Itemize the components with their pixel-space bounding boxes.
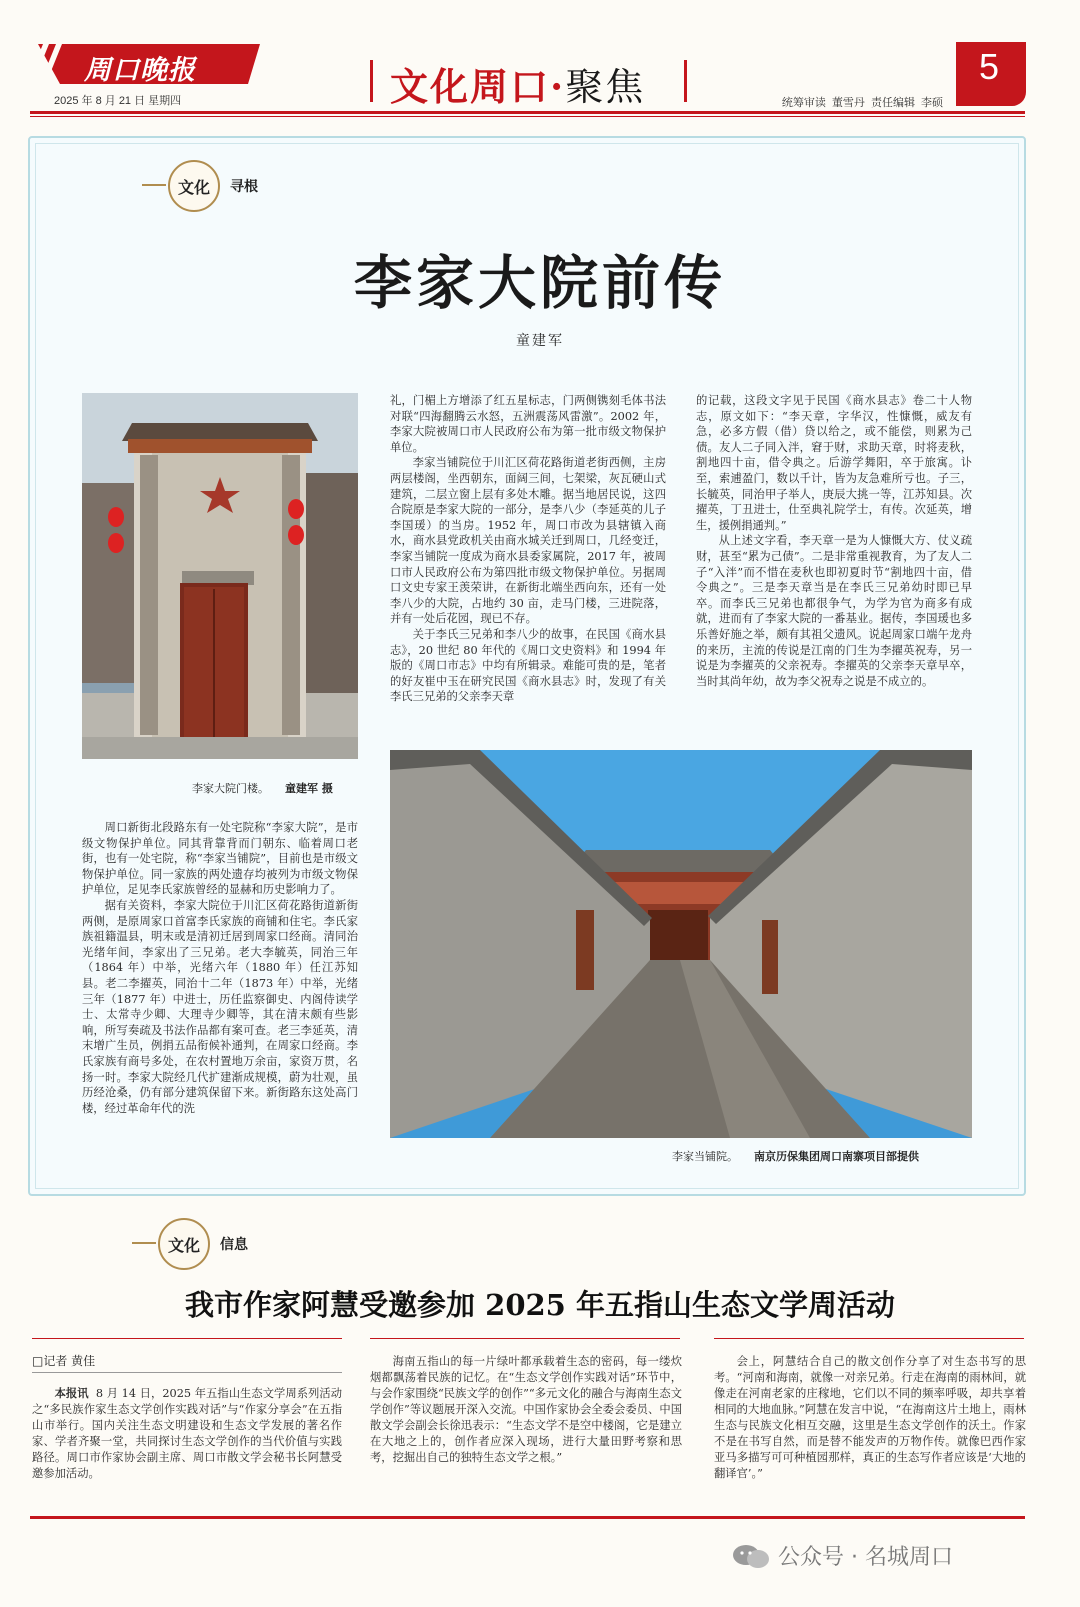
masthead-logo-text: 周口晚报 [84,55,196,86]
feature-column-2 [390,393,666,738]
badge-line [142,184,166,186]
title-bar-right [684,60,687,102]
news-reporter: □记者 黄佳 [32,1354,96,1368]
page-number: 5 [978,46,1000,87]
courtyard-photo-credit: 南京历保集团周口南寨项目部提供 [754,1150,919,1163]
paragraph: 礼，门楣上方增添了红五星标志，门两侧镌刻毛体书法对联“四海翻腾云水怒，五洲震荡风雷激”。2002 年，李家大院被周口市人民政府公布为第一批市级文物保护单位。 [390,394,666,454]
feature-column-3 [696,393,972,738]
paragraph: 李家当铺院位于川汇区荷花路街道老街西侧，主房两层楼阁，坐西朝东，面阔三间，七架梁，灰瓦硬山式建筑，二层立窗上层有多处木雕。据当地居民说，这四合院原是李家大院的一部分，是李八少（李延英的儿子李国瑗）的当房。1952 年，周口市改为县辖镇入商水，商水县党政机关由商水城关迁到周口，几经变迁，李家当铺院一度成为商水县委家属院，2017 年，被周口市人民政府公布为第四批市级文物保护单位。另据周口文史专家王羡荣讲，在新街北端坐西向东，还有一处李八少的大院，占地约 30 亩，走马门楼，三进院落，并有一处后花园，现已不存。 [390,456,666,626]
badge-circle: 文化 [158,1218,210,1270]
watermark-text: 公众号 · 名城周口 [778,1545,953,1570]
paragraph: 关于李氏三兄弟和李八少的故事，在民国《商水县志》，20 世纪 80 年代的《周口文史资料》和 1994 年版的《周口市志》中均有所辑录。难能可贵的是，笔者的好友崔中玉在研究民国《商水县志》时，发现了有关李氏三兄弟的父亲李天章 [390,627,666,704]
news-lead: 本报讯 [54,1387,89,1400]
issue-date: 2025 年 8 月 21 日 星期四 [54,95,182,107]
paragraph: 从上述文字看，李天章一是为人慷慨大方、仗义疏财，甚至“累为己债”。二是非常重视教育，为了友人二子“入泮”而不惜在麦秋也即初夏时节“割地四十亩，借令典之”。三是李天章当是在李氏三兄弟幼时即已早卒。而李氏三兄弟也都很争气，为学为官为商多有成就，进而有了李家大院的一番基业。据传，李国瑗也多乐善好施之举，颇有其祖父遗风。说起周家口端午龙舟的来历，主流的传说是江南的门生为李擢英祝寿，另一说是为李擢英的父亲祝寿。李擢英的父亲李天章早卒，当时其尚年幼，故为李父祝寿之说是不成立的。 [696,534,972,688]
paragraph: 海南五指山的每一片绿叶都承载着生态的密码，每一缕炊烟都飘荡着民族的记忆。在“生态文学创作实践对话”环节中，与会作家围绕“民族文学的创作”“多元文化的融合与海南生态文学创作”等议题展开深入交流。中国作家协会全委会委员、中国散文学会副会长徐迅表示：“生态文学不是空中楼阁，它是建立在大地之上的，创作者应深入现场，进行大量田野考察和思考，挖掘出自己的独特生态文学之根。” [370,1355,682,1464]
news-column-badge [158,1218,248,1270]
reporter-rule [32,1372,342,1373]
news-rule [32,1338,342,1339]
paragraph [32,1386,342,1482]
news-column-2 [370,1354,682,1466]
news-text: 8 月 14 日，2025 年五指山生态文学周系列活动之“多民族作家生态文学创作实践对话”与“作家分享会”在五指山市举行。国内关注生态文明建设和生态文学发展的著名作家、学者齐聚一堂，共同探讨生态文学创作的当代价值与实践路径。周口市作家协会副主席、周口市散文学会秘书长阿慧受邀参加活动。 [32,1387,342,1480]
section-title-sub: 聚焦 [565,65,646,109]
masthead-rule-thin [30,116,1025,117]
gate-photo [82,393,358,759]
wechat-icon [732,1543,770,1569]
paragraph: 的记载，这段文字见于民国《商水县志》卷二十人物志，原文如下：“李天章，字华汉，性慷慨，威友有急，必多方假（借）贷以给之，或不能偿，则累为己债。友人二子同入泮，窘于财，求助天章，时将麦秋，割地四十亩，借令典之。后游学舞阳，卒于旅寓。讣至，索逋盈门，数以千计，皆为友急难所亏也。子三，长毓英，同治甲子举人，庚辰大挑一等，江苏知县。次擢英，丁丑进士，仕至典礼院学士，有传。次延英，增生，援例捐通判。” [696,394,972,532]
section-title-sep: · [550,64,566,109]
gate-photo-caption [192,780,333,796]
badge-subtitle: 寻根 [230,179,258,195]
paragraph: 周口新街北段路东有一处宅院称“李家大院”，是市级文物保护单位。同其背靠背而门朝东、临着周口老街，也有一处宅院，称“李家当铺院”，目前也是市级文物保护单位。同一家族的两处遗存均被列为市级文物保护单位，足见李氏家族曾经的显赫和历史影响力了。 [82,821,358,897]
section-title [390,56,645,111]
paragraph: 会上，阿慧结合自己的散文创作分享了对生态书写的思考。“河南和海南，就像一对亲兄弟。行走在海南的雨林间，就像走在河南老家的庄稼地，它们以不同的频率呼吸，却共享着相同的大地血脉。”阿慧在发言中说，“在海南这片土地上，雨林生态与民族文化相互交融，这里是生态文学创作的沃土。作家不是在书写自然，而是替不能发声的万物作传。就像巴西作家亚马多描写可可种植园那样，真正的生态写作者应该是‘大地的翻译官’。” [714,1355,1026,1480]
news-rule [714,1338,1024,1339]
feature-headline: 李家大院前传 [353,249,726,317]
section-title-main: 文化周口 [390,64,551,109]
feature-column-badge [168,160,258,212]
news-headline: 我市作家阿慧受邀参加 2025 年五指山生态文学周活动 [185,1288,895,1322]
feature-column-1 [82,820,358,1160]
gate-photo-caption-text: 李家大院门楼。 [192,782,269,795]
gate-photo-credit: 童建军 摄 [285,782,333,795]
feature-byline: 童建军 [516,333,564,349]
news-column-1 [32,1386,342,1482]
courtyard-photo-caption-text: 李家当铺院。 [672,1150,738,1163]
paragraph: 据有关资料，李家大院位于川汇区荷花路街道新街两侧，是原周家口首富李氏家族的商铺和住宅。李氏家族祖籍温县，明末或是清初迁居到周家口经商。清同治光绪年间，李家出了三兄弟。老大李毓英，同治三年（1864 年）中举，光绪六年（1880 年）任江苏知县。老二李擢英，同治十二年（1873 年）中举，光绪三年（1877 年）中进士，历任监察御史、内阁侍读学士、太常寺少卿、大理寺少卿等，其在清末颇有些影响，所写奏疏及书法作品都有案可查。老三李延英，清末增广生员，例捐五品衔候补通判，在周家口经商。李氏家族有商号多处，在农村置地万余亩，家资万贯，名扬一时。李家大院经几代扩建渐成规模，蔚为壮观，虽历经沧桑，仍有部分建筑保留下来。新街路东这处高门楼，经过革命年代的洗 [82,898,358,1115]
footer-rule [30,1516,1025,1519]
courtyard-photo [390,750,972,1138]
courtyard-photo-caption [672,1148,919,1164]
news-rule [370,1338,680,1339]
editor-credits: 统筹审读 董雪丹 责任编辑 李硕 [781,97,943,109]
masthead-rule [30,111,1025,114]
badge-circle: 文化 [168,160,220,212]
badge-line [132,1242,156,1244]
wechat-watermark [732,1540,953,1571]
badge-subtitle: 信息 [220,1237,248,1253]
news-column-3 [714,1354,1026,1482]
title-bar-left [370,60,373,102]
